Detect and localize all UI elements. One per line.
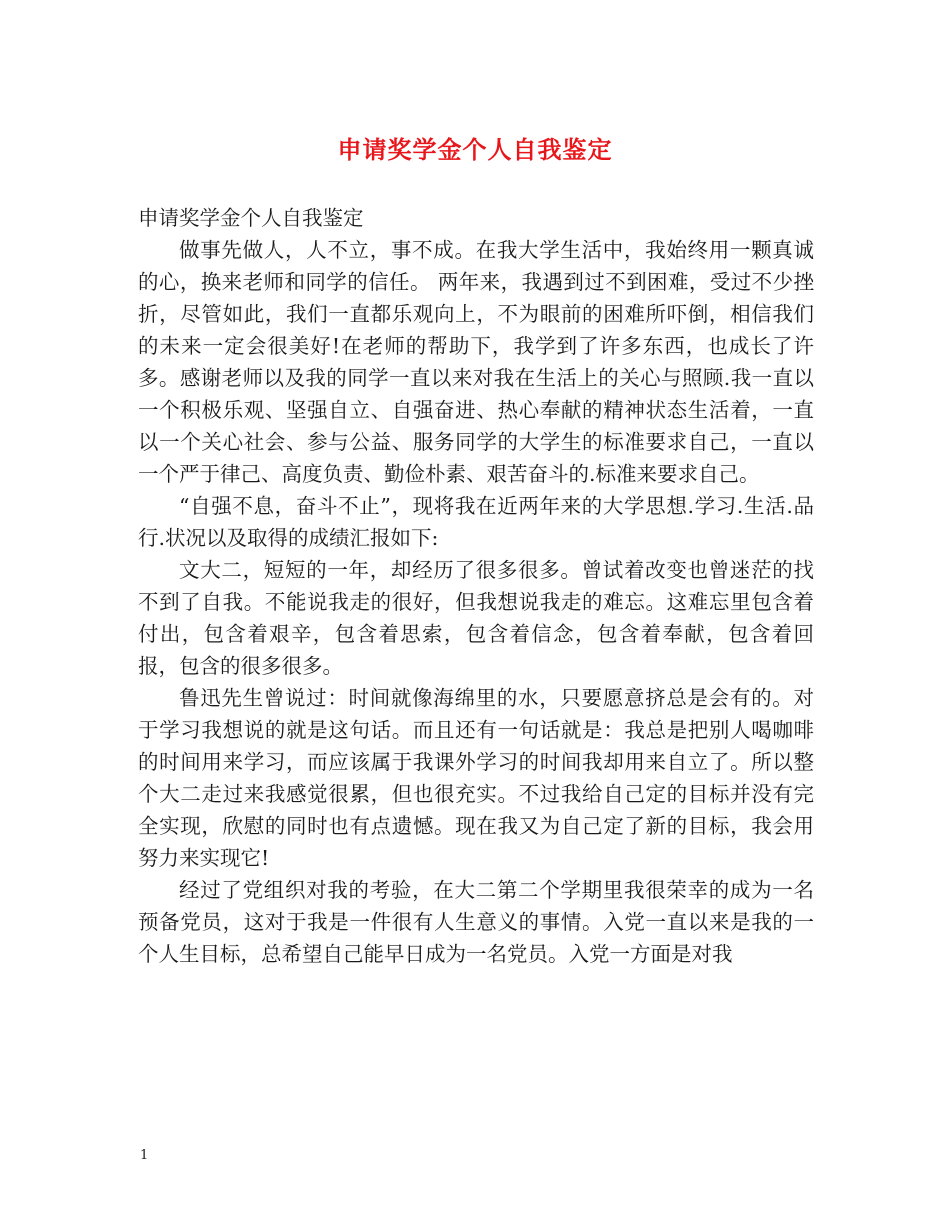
document-subtitle: 申请奖学金个人自我鉴定	[138, 206, 364, 230]
paragraph: 文大二，短短的一年，却经历了很多很多。曾试着改变也曾迷茫的找不到了自我。不能说我走的很好，但我想说我走的难忘。这难忘里包含着付出，包含着艰辛，包含着思索，包含着信念，包含着奉献，包含着回报，包含的很多很多。	[138, 558, 814, 678]
paragraph: 鲁迅先生曾说过：时间就像海绵里的水，只要愿意挤总是会有的。对于学习我想说的就是这句话。而且还有一句话就是：我总是把别人喝咖啡的时间用来学习，而应该属于我课外学习的时间我却用来自立了。所以整个大二走过来我感觉很累，但也很充实。不过我给自己定的目标并没有完全实现，欣慰的同时也有点遗憾。现在我又为自己定了新的目标，我会用努力来实现它!	[138, 686, 814, 870]
page-number: 1	[140, 1148, 149, 1163]
page-title: 申请奖学金个人自我鉴定	[337, 135, 613, 164]
document-body	[138, 202, 814, 970]
paragraph: 做事先做人，人不立，事不成。在我大学生活中，我始终用一颗真诚的心，换来老师和同学的信任。 两年来，我遇到过不到困难，受过不少挫折，尽管如此，我们一直都乐观向上，不为眼前的困难所吓倒，相信我们的未来一定会很美好!在老师的帮助下，我学到了许多东西，也成长了许多。感谢老师以及我的同学一直以来对我在生活上的关心与照顾.我一直以一个积极乐观、坚强自立、自强奋进、热心奉献的精神状态生活着，一直以一个关心社会、参与公益、服务同学的大学生的标准要求自己，一直以一个严于律己、高度负责、勤俭朴素、艰苦奋斗的.标准来要求自己。	[138, 238, 814, 486]
paragraph: 经过了党组织对我的考验，在大二第二个学期里我很荣幸的成为一名预备党员，这对于我是一件很有人生意义的事情。入党一直以来是我的一个人生目标，总希望自己能早日成为一名党员。入党一方面是对我	[138, 878, 814, 966]
paragraph: “自强不息，奋斗不止”，现将我在近两年来的大学思想.学习.生活.品行.状况以及取得的成绩汇报如下:	[138, 494, 814, 550]
